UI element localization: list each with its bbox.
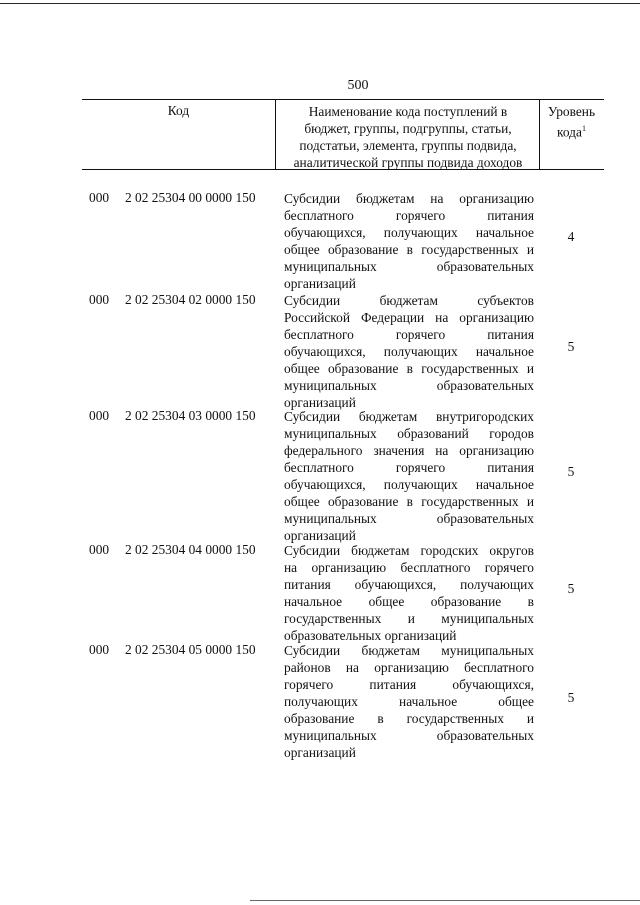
description-line: районов на организацию бесплатного	[284, 660, 534, 675]
description-line: образование в государственных и	[284, 711, 534, 726]
description-line: общее образование в государственных и	[284, 242, 534, 257]
description-line: начальное общее образование в	[284, 594, 534, 609]
description-line: бесплатного горячего питания	[284, 208, 534, 223]
description-line: бесплатного горячего питания	[284, 460, 534, 475]
description-line: Российской Федерации на организацию	[284, 310, 534, 325]
description-line: общее образование в государственных и	[284, 361, 534, 376]
description-line: образовательных организаций	[284, 628, 457, 643]
income-code: 2 02 25304 03 0000 150	[125, 408, 256, 423]
header-level-word: кода	[557, 124, 582, 140]
income-code: 2 02 25304 02 0000 150	[125, 292, 256, 307]
description-line: получающих начальное общее	[284, 694, 534, 709]
income-description	[284, 642, 534, 761]
description-line: общее образование в государственных и	[284, 494, 534, 509]
admin-code: 000	[89, 190, 110, 205]
description-line: горячего питания обучающихся,	[284, 677, 534, 692]
page-number: 500	[347, 78, 369, 93]
code-level: 5	[567, 464, 575, 479]
header-level	[539, 103, 604, 140]
header-name-line: бюджет, группы, подгруппы, статьи,	[304, 121, 512, 136]
income-code: 2 02 25304 04 0000 150	[125, 542, 256, 557]
description-line: Субсидии бюджетам муниципальных	[284, 643, 534, 658]
description-line: организаций	[284, 276, 356, 291]
description-line: федерального значения на организацию	[284, 443, 534, 458]
header-level-line: Уровень	[547, 104, 596, 119]
income-description	[284, 408, 534, 544]
scan-edge-bottom	[250, 900, 640, 901]
description-line: питания обучающихся, получающих	[284, 577, 534, 592]
admin-code: 000	[89, 642, 110, 657]
description-line: Субсидии бюджетам городских округов	[284, 543, 534, 558]
description-line: муниципальных образовательных	[284, 259, 534, 274]
description-line: на организацию бесплатного горячего	[284, 560, 534, 575]
code-level: 5	[567, 339, 575, 354]
description-line: обучающихся, получающих начальное	[284, 477, 534, 492]
header-level-line	[539, 120, 604, 140]
header-name	[277, 103, 539, 171]
header-name-line: подстатьи, элемента, группы подвида,	[299, 138, 517, 153]
header-code: Код	[167, 103, 190, 118]
description-line: бесплатного горячего питания	[284, 327, 534, 342]
income-description	[284, 542, 534, 644]
income-description	[284, 292, 534, 411]
admin-code: 000	[89, 542, 110, 557]
code-level: 5	[567, 690, 575, 705]
description-line: Субсидии бюджетам на организацию	[284, 191, 534, 206]
description-line: организаций	[284, 528, 356, 543]
scan-edge-top	[0, 3, 640, 4]
description-line: организаций	[284, 745, 356, 760]
table-header	[82, 99, 604, 170]
description-line: Субсидии бюджетам субъектов	[284, 293, 534, 308]
income-code: 2 02 25304 05 0000 150	[125, 642, 256, 657]
description-line: муниципальных образовательных	[284, 728, 534, 743]
code-level: 5	[567, 581, 575, 596]
footnote-mark: 1	[581, 124, 586, 133]
description-line: обучающихся, получающих начальное	[284, 344, 534, 359]
code-level: 4	[567, 229, 575, 244]
description-line: обучающихся, получающих начальное	[284, 225, 534, 240]
header-name-line: Наименование кода поступлений в	[308, 104, 508, 119]
description-line: Субсидии бюджетам внутригородских	[284, 409, 534, 424]
description-line: государственных и муниципальных	[284, 611, 534, 626]
income-description	[284, 190, 534, 292]
description-line: муниципальных образовательных	[284, 511, 534, 526]
admin-code: 000	[89, 292, 110, 307]
header-name-line: аналитической группы подвида доходов	[293, 155, 523, 170]
description-line: муниципальных образований городов	[284, 426, 534, 441]
description-line: организаций	[284, 395, 356, 410]
column-divider	[275, 100, 276, 169]
description-line: муниципальных образовательных	[284, 378, 534, 393]
admin-code: 000	[89, 408, 110, 423]
income-code: 2 02 25304 00 0000 150	[125, 190, 256, 205]
